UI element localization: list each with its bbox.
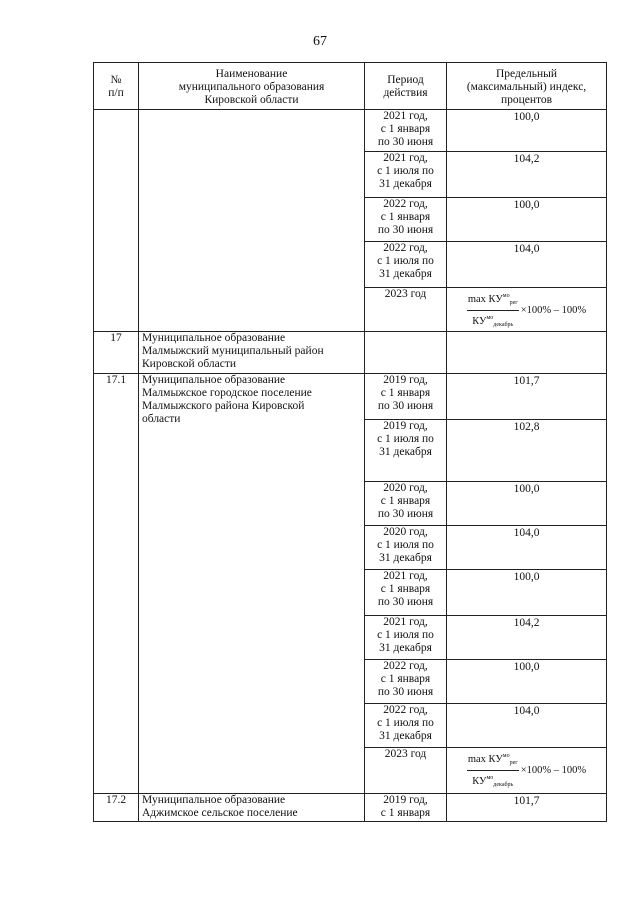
cell-period: 2023 год (365, 288, 447, 332)
table-row (94, 794, 607, 822)
table-row (94, 374, 607, 420)
index-value: 100,0 (513, 111, 540, 123)
index-value: 102,8 (513, 421, 540, 433)
index-value: 104,2 (513, 153, 540, 165)
cell-period: 2022 год, с 1 июля по 31 декабря (365, 704, 447, 748)
index-value: 104,0 (513, 243, 540, 255)
index-value: 100,0 (513, 661, 540, 673)
index-value: 100,0 (513, 483, 540, 495)
cell-period: 2022 год, с 1 января по 30 июня (365, 660, 447, 704)
cell-num: 17 (94, 332, 139, 374)
index-value: 100,0 (513, 199, 540, 211)
cell-index (447, 704, 607, 748)
cell-period (365, 332, 447, 374)
index-value: 101,7 (513, 795, 540, 807)
header-period: Период действия (365, 63, 447, 110)
index-value: 104,2 (513, 617, 540, 629)
cell-municipality: Муниципальное образование Малмыжское городское поселение Малмыжского района Кировской области (139, 374, 365, 794)
cell-period: 2020 год, с 1 января по 30 июня (365, 482, 447, 526)
table-header-row (94, 63, 607, 110)
formula-tail: ×100% – 100% (520, 305, 587, 316)
cell-index (447, 570, 607, 616)
index-value: 104,0 (513, 705, 540, 717)
cell-period: 2022 год, с 1 января по 30 июня (365, 198, 447, 242)
table-row (94, 110, 607, 152)
cell-period: 2019 год, с 1 июля по 31 декабря (365, 420, 447, 482)
cell-index (447, 332, 607, 374)
table-body (94, 110, 607, 822)
formula-denominator: $КУ^{мо}_{декабрь}$ (472, 315, 514, 328)
cell-num: 17.2 (94, 794, 139, 822)
header-name: Наименование муниципального образования Кировской области (139, 63, 365, 110)
formula-numerator: $\max КУ^{мо}_{рег}$ (467, 750, 519, 771)
index-table (93, 62, 607, 822)
cell-period: 2021 год, с 1 января по 30 июня (365, 570, 447, 616)
cell-index (447, 794, 607, 822)
cell-index (447, 526, 607, 570)
header-num: № п/п (94, 63, 139, 110)
cell-index (447, 374, 607, 420)
cell-period: 2019 год, с 1 января по 30 июня (365, 374, 447, 420)
header-index: Предельный (максимальный) индекс, процентов (447, 63, 607, 110)
cell-index (447, 420, 607, 482)
index-value: 101,7 (513, 375, 540, 387)
index-formula (450, 748, 603, 791)
cell-index (447, 288, 607, 332)
cell-index (447, 616, 607, 660)
table-row (94, 332, 607, 374)
cell-index (447, 198, 607, 242)
cell-period: 2022 год, с 1 июля по 31 декабря (365, 242, 447, 288)
cell-index (447, 748, 607, 794)
cell-municipality: Муниципальное образование Малмыжский муниципальный район Кировской области (139, 332, 365, 374)
cell-period: 2023 год (365, 748, 447, 794)
index-value (450, 332, 603, 333)
formula-fraction (467, 750, 519, 791)
cell-index (447, 660, 607, 704)
cell-municipality: Муниципальное образование Аджимское сельское поселение (139, 794, 365, 822)
formula-numerator: $\max КУ^{мо}_{рег}$ (467, 290, 519, 311)
cell-index (447, 482, 607, 526)
cell-index (447, 110, 607, 152)
formula-denominator: $КУ^{мо}_{декабрь}$ (472, 775, 514, 788)
cell-num (94, 110, 139, 332)
cell-municipality (139, 110, 365, 332)
formula-fraction (467, 290, 519, 331)
cell-period: 2021 год, с 1 января по 30 июня (365, 110, 447, 152)
cell-period: 2019 год, с 1 января (365, 794, 447, 822)
cell-index (447, 152, 607, 198)
cell-num: 17.1 (94, 374, 139, 794)
cell-period: 2021 год, с 1 июля по 31 декабря (365, 152, 447, 198)
cell-index (447, 242, 607, 288)
formula-tail: ×100% – 100% (520, 765, 587, 776)
cell-period: 2021 год, с 1 июля по 31 декабря (365, 616, 447, 660)
page-number: 67 (313, 34, 327, 49)
cell-period: 2020 год, с 1 июля по 31 декабря (365, 526, 447, 570)
index-value: 104,0 (513, 527, 540, 539)
index-value: 100,0 (513, 571, 540, 583)
index-formula (450, 288, 603, 331)
